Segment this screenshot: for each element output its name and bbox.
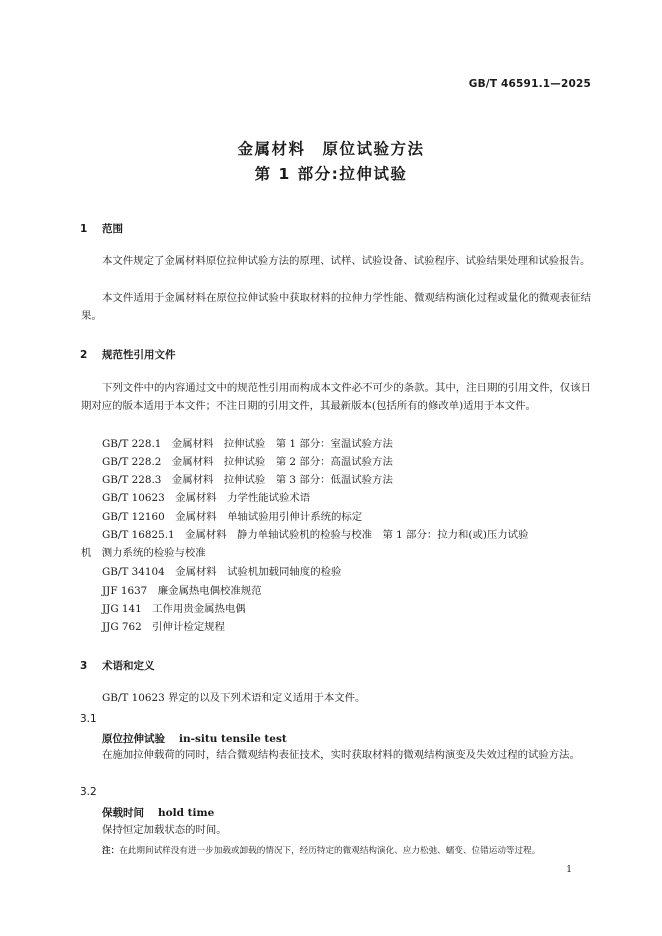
term-note [102,845,592,857]
term-name: 保载时间 [102,807,144,819]
terms-intro: GB/T 10623 界定的以及下列术语和定义适用于本文件。 [102,692,366,704]
section-title: 范围 [102,223,123,235]
scope-paragraph-1: 本文件规定了金属材料原位拉伸试验方法的原理、试样、试验设备、试验程序、试验结果处理和试验报告。 [102,255,591,267]
term-definition: 在施加拉伸载荷的同时，结合微观结构表征技术，实时获取材料的微观结构演变及失效过程的试验方法。 [102,749,580,761]
reference-item: GB/T 228.1 金属材料 拉伸试验 第 1 部分：室温试验方法 [102,438,393,450]
section-number: 3 [80,660,88,672]
reference-item: GB/T 34104 金属材料 试验机加载同轴度的检验 [102,566,342,578]
reference-item: JJG 141 工作用贵金属热电偶 [102,603,246,615]
term-heading [102,731,287,746]
term-heading [102,805,214,820]
section-3-heading [80,658,155,673]
reference-item: JJG 762 引伸计检定规程 [102,621,225,633]
page-number: 1 [566,865,572,875]
reference-item: GB/T 228.2 金属材料 拉伸试验 第 2 部分：高温试验方法 [102,456,393,468]
reference-item: JJF 1637 廉金属热电偶校准规范 [102,585,262,597]
document-title-line1: 金属材料 原位试验方法 [237,140,425,158]
standard-code: GB/T 46591.1—2025 [468,78,591,90]
section-number: 1 [80,223,88,235]
section-title: 术语和定义 [102,660,155,672]
note-text: 在此期间试样没有进一步加载或卸载的情况下，经历特定的微观结构演化、应力松弛、蠕变、位错运动等过程。 [119,846,541,856]
references-intro: 下列文件中的内容通过文中的规范性引用而构成本文件必不可少的条款。其中，注日期的引用文件，仅该日期对应的版本适用于本文件；不注日期的引用文件，其最新版本(包括所有的修改单)适用于本文件。 [81,382,591,412]
section-2-heading [80,347,176,362]
reference-item: GB/T 12160 金属材料 单轴试验用引伸计系统的标定 [102,511,363,523]
reference-item: GB/T 228.3 金属材料 拉伸试验 第 3 部分：低温试验方法 [102,474,393,486]
scope-paragraph-2: 本文件适用于金属材料在原位拉伸试验中获取材料的拉伸力学性能、微观结构演化过程或量化的微观表征结果。 [81,292,591,322]
note-label: 注： [102,846,120,856]
term-name-en: in-situ tensile test [179,733,287,745]
reference-item-long: GB/T 16825.1 金属材料 静力单轴试验机的检验与校准 第 1 部分：拉力和(或)压力试验 [102,529,529,541]
term-number: 3.2 [80,786,97,798]
section-1-heading [80,221,123,236]
term-number: 3.1 [80,713,97,725]
section-number: 2 [80,349,88,361]
section-title: 规范性引用文件 [102,349,176,361]
document-title-line2: 第 1 部分:拉伸试验 [254,165,408,183]
term-name: 原位拉伸试验 [102,733,165,745]
term-definition: 保持恒定加载状态的时间。 [102,824,227,836]
term-name-en: hold time [158,807,215,819]
reference-item-long-cont: 机 测力系统的检验与校准 [81,547,206,559]
reference-item: GB/T 10623 金属材料 力学性能试验术语 [102,492,311,504]
